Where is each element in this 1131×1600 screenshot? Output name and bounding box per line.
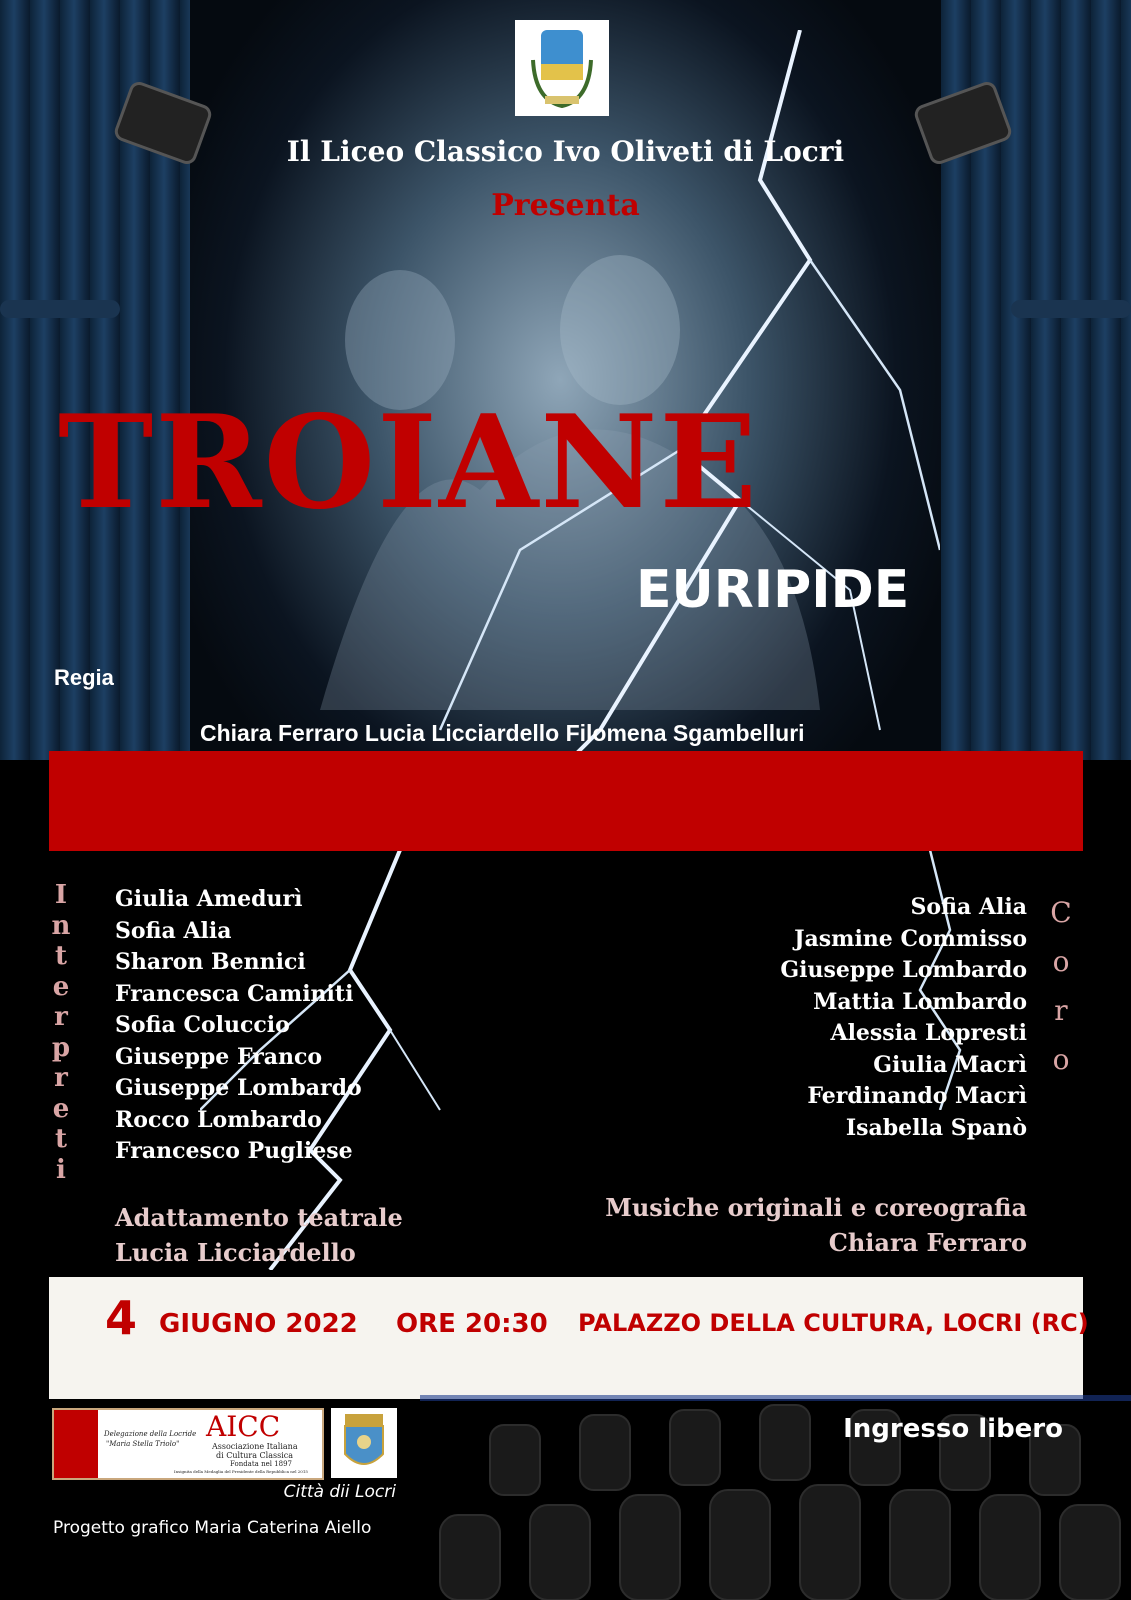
red-divider-band bbox=[49, 751, 1083, 851]
interpreti-list bbox=[115, 884, 362, 1168]
curtain-tie-right bbox=[1011, 300, 1131, 318]
aicc-logo: Delegazione della Locride "Maria Stella Triolo" AICC Associazione Italiana di Cultura Classica Fondata nel 1897 Insignita della Medaglia del Presidente della Repubblica nel 2015 bbox=[52, 1408, 324, 1480]
interpreti-vertical-label: I n t e r p r e t i bbox=[51, 880, 71, 1185]
event-day: 4 bbox=[105, 1291, 138, 1345]
school-crest-logo bbox=[515, 20, 609, 116]
list-item: Francesca Caminiti bbox=[115, 980, 354, 1007]
event-venue: PALAZZO DELLA CULTURA, LOCRI (RC) bbox=[578, 1309, 1089, 1337]
adaptation-label: Adattamento teatrale bbox=[115, 1203, 403, 1232]
list-item: Sharon Bennici bbox=[115, 949, 306, 975]
event-month-year: GIUGNO 2022 bbox=[159, 1309, 358, 1339]
play-title: TROIANE bbox=[58, 388, 759, 538]
music-name: Chiara Ferraro bbox=[828, 1228, 1027, 1257]
locri-city-crest-logo bbox=[331, 1408, 397, 1478]
list-item: Isabella Spanò bbox=[845, 1114, 1027, 1141]
event-info-band bbox=[49, 1277, 1089, 1399]
list-item: Ferdinando Macrì bbox=[807, 1083, 1027, 1109]
adaptation-name: Lucia Licciardello bbox=[115, 1238, 356, 1267]
design-credit: Progetto grafico Maria Caterina Aiello bbox=[53, 1518, 372, 1538]
list-item: Sofia Alia bbox=[910, 894, 1027, 920]
aicc-emblem-icon bbox=[54, 1410, 98, 1478]
list-item: Sofia Coluccio bbox=[115, 1012, 290, 1038]
list-item: Francesco Pugliese bbox=[115, 1138, 353, 1164]
entry-info: Ingresso libero bbox=[843, 1414, 1063, 1444]
list-item: Giulia Amedurì bbox=[115, 886, 303, 912]
music-credit bbox=[605, 1190, 1027, 1260]
curtain-tie-left bbox=[0, 300, 120, 318]
list-item: Giuseppe Lombardo bbox=[780, 957, 1027, 983]
coro-list bbox=[780, 892, 1027, 1144]
event-time: ORE 20:30 bbox=[396, 1309, 548, 1339]
list-item: Giulia Macrì bbox=[873, 1051, 1027, 1078]
direction-names: Chiara Ferraro Lucia Licciardello Filomena Sgambelluri bbox=[200, 720, 805, 746]
music-label: Musiche originali e coreografia bbox=[605, 1193, 1027, 1222]
list-item: Mattia Lombardo bbox=[813, 988, 1027, 1015]
list-item: Jasmine Commisso bbox=[794, 925, 1027, 952]
list-item: Giuseppe Franco bbox=[115, 1043, 323, 1070]
coro-vertical-label: C o r o bbox=[1050, 896, 1072, 1076]
presents-label: Presenta bbox=[491, 188, 640, 223]
list-item: Giuseppe Lombardo bbox=[115, 1075, 362, 1101]
list-item: Sofia Alia bbox=[115, 917, 232, 944]
school-name: Il Liceo Classico Ivo Oliveti di Locri bbox=[286, 135, 845, 168]
adaptation-credit bbox=[115, 1200, 403, 1270]
list-item: Rocco Lombardo bbox=[115, 1106, 322, 1133]
city-label: Città dii Locri bbox=[283, 1482, 396, 1502]
list-item: Alessia Lopresti bbox=[830, 1020, 1027, 1046]
play-author: EURIPIDE bbox=[636, 560, 910, 620]
direction-label: Regia bbox=[54, 665, 114, 690]
